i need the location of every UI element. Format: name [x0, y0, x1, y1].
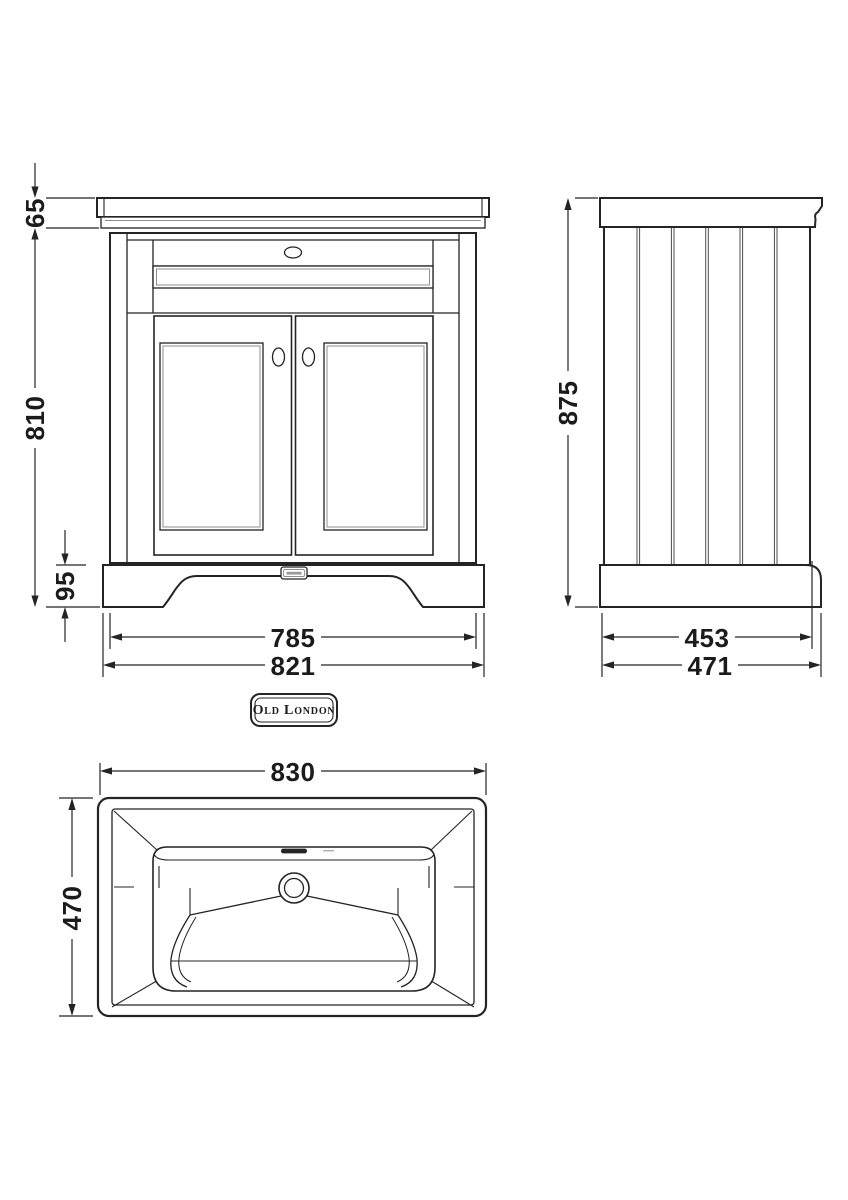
- dim-plinth-height: [50, 530, 80, 642]
- dim-cabinet-width: [110, 613, 476, 653]
- side-panel-body: [604, 227, 810, 565]
- dim-label-overall-width: 821: [270, 651, 316, 681]
- basin-plan-view: [98, 798, 486, 1016]
- door-left: [154, 316, 292, 555]
- dim-arrow: [31, 187, 38, 199]
- mini-plaque-text-bar: [287, 572, 302, 575]
- dim-arrow: [68, 1004, 75, 1016]
- dim-label-countertop-height: 65: [20, 198, 50, 228]
- dim-arrow: [800, 633, 812, 640]
- dim-overall-height: [553, 198, 598, 607]
- dim-arrow: [464, 633, 476, 640]
- dim-label-overall-depth: 471: [687, 651, 733, 681]
- dim-basin-depth: [57, 798, 93, 1016]
- front-elevation-view: [97, 198, 489, 607]
- dim-label-overall-height: 875: [553, 380, 583, 426]
- dim-basin-width: [100, 757, 486, 795]
- countertop-lip: [101, 217, 485, 228]
- dim-label-cabinet-depth: 453: [684, 623, 730, 653]
- side-plinth: [600, 565, 821, 607]
- side-cornice-cap: [600, 198, 822, 227]
- dim-label-cabinet-height: 810: [20, 395, 50, 441]
- brand-badge: [251, 694, 337, 726]
- dim-arrow: [110, 633, 122, 640]
- overflow-slot-icon: [281, 849, 307, 854]
- side-elevation-view: [600, 198, 822, 607]
- dim-label-plinth-height: 95: [50, 571, 80, 601]
- dim-arrow: [809, 661, 821, 668]
- dim-arrow: [31, 228, 38, 240]
- dim-arrow: [61, 607, 68, 619]
- dim-arrow: [474, 767, 486, 774]
- dim-label-basin-width: 830: [270, 757, 316, 787]
- dim-arrow: [68, 798, 75, 810]
- door-right: [296, 316, 434, 555]
- dim-arrow: [472, 661, 484, 668]
- dim-arrow: [564, 596, 571, 608]
- dim-arrow: [103, 661, 115, 668]
- dim-cabinet-height: [20, 228, 50, 607]
- dim-arrow: [602, 633, 614, 640]
- countertop-slab: [97, 198, 489, 217]
- dim-label-basin-depth: 470: [57, 885, 87, 931]
- dim-arrow: [602, 661, 614, 668]
- dim-label-cabinet-width: 785: [270, 623, 316, 653]
- dim-arrow: [61, 554, 68, 566]
- dim-countertop-height: [20, 163, 50, 228]
- dim-arrow: [100, 767, 112, 774]
- dim-arrow: [31, 596, 38, 608]
- brand-badge-label: Old London: [252, 703, 336, 718]
- dim-arrow: [564, 198, 571, 210]
